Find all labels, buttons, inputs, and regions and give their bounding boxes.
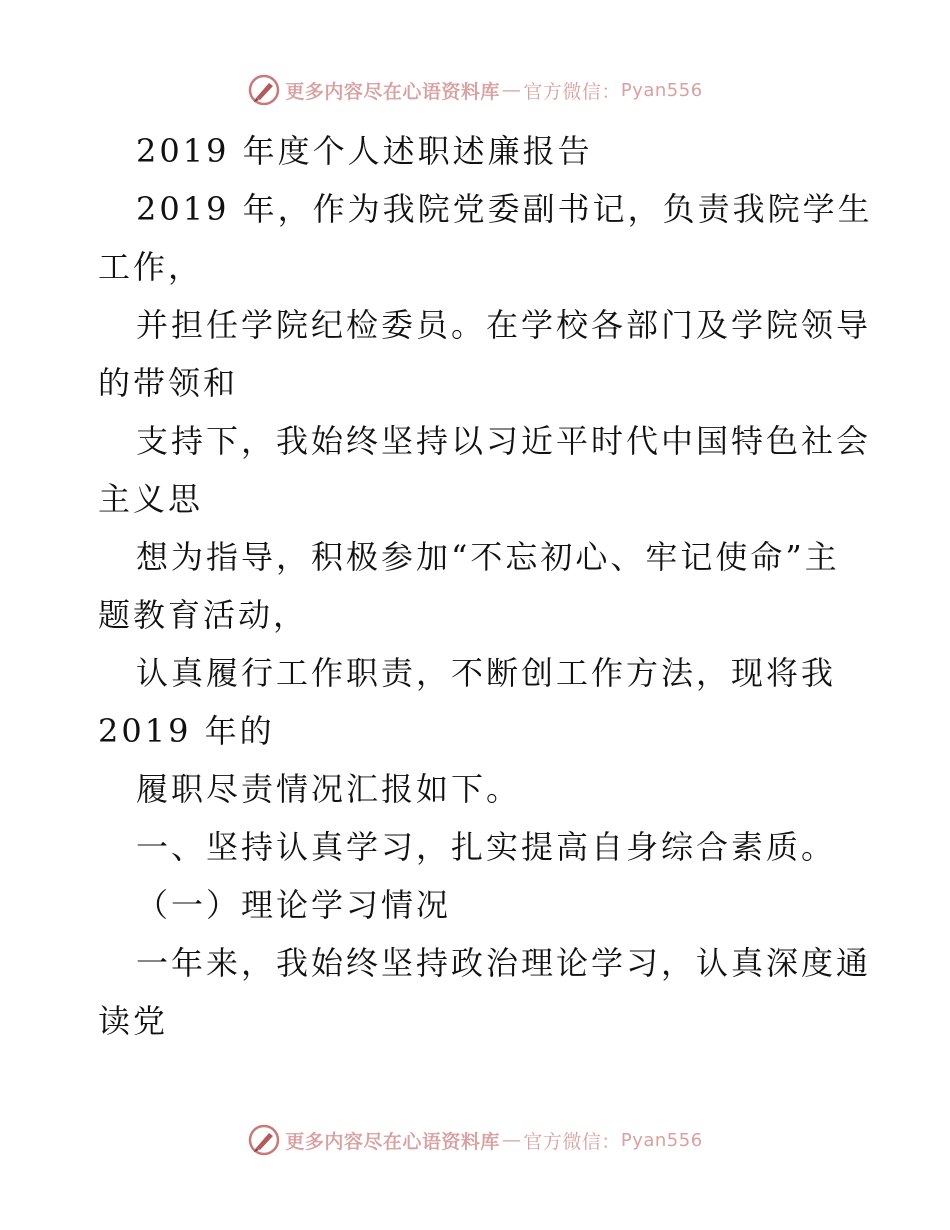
paragraph-line: 2019 年的 (98, 712, 275, 750)
pen-logo-icon (247, 1123, 281, 1157)
paragraph-line: 支持下，我始终坚持以习近平时代中国特色社会 (136, 422, 872, 460)
document-title: 2019 年度个人述职述廉报告 (136, 132, 593, 170)
paragraph-line: 工作， (98, 248, 204, 286)
footer-watermark (0, 1120, 950, 1160)
pen-logo-icon (247, 73, 281, 107)
section-heading: 一、坚持认真学习，扎实提高自身综合素质。 (136, 828, 837, 866)
document-body (98, 122, 898, 1050)
watermark-separator: — (501, 79, 522, 101)
paragraph-line: 读党 (98, 1002, 169, 1040)
watermark-separator: — (501, 1129, 522, 1151)
paragraph-line: 履职尽责情况汇报如下。 (136, 770, 522, 808)
paragraph-line: 主义思 (98, 480, 204, 518)
header-watermark (0, 70, 950, 110)
paragraph-line: 一年来，我始终坚持政治理论学习，认真深度通 (136, 944, 872, 982)
subsection-heading: （一）理论学习情况 (136, 886, 452, 924)
watermark-wechat-label: 官方微信： (523, 80, 621, 103)
paragraph-line: 的带领和 (98, 364, 239, 402)
paragraph-line: 2019 年，作为我院党委副书记，负责我院学生 (136, 190, 873, 228)
watermark-wechat-id: Pyan556 (620, 1129, 703, 1151)
watermark-wechat-label: 官方微信： (523, 1130, 621, 1153)
paragraph-line: 认真履行工作职责，不断创工作方法，现将我 (136, 654, 837, 692)
paragraph-line: 并担任学院纪检委员。在学校各部门及学院领导 (136, 306, 872, 344)
watermark-site-name: 更多内容尽在心语资料库 (285, 80, 500, 103)
paragraph-line: 想为指导，积极参加“不忘初心、牢记使命”主 (136, 538, 840, 576)
watermark-site-name: 更多内容尽在心语资料库 (285, 1130, 500, 1153)
watermark-wechat-id: Pyan556 (620, 79, 703, 101)
paragraph-line: 题教育活动， (98, 596, 309, 634)
